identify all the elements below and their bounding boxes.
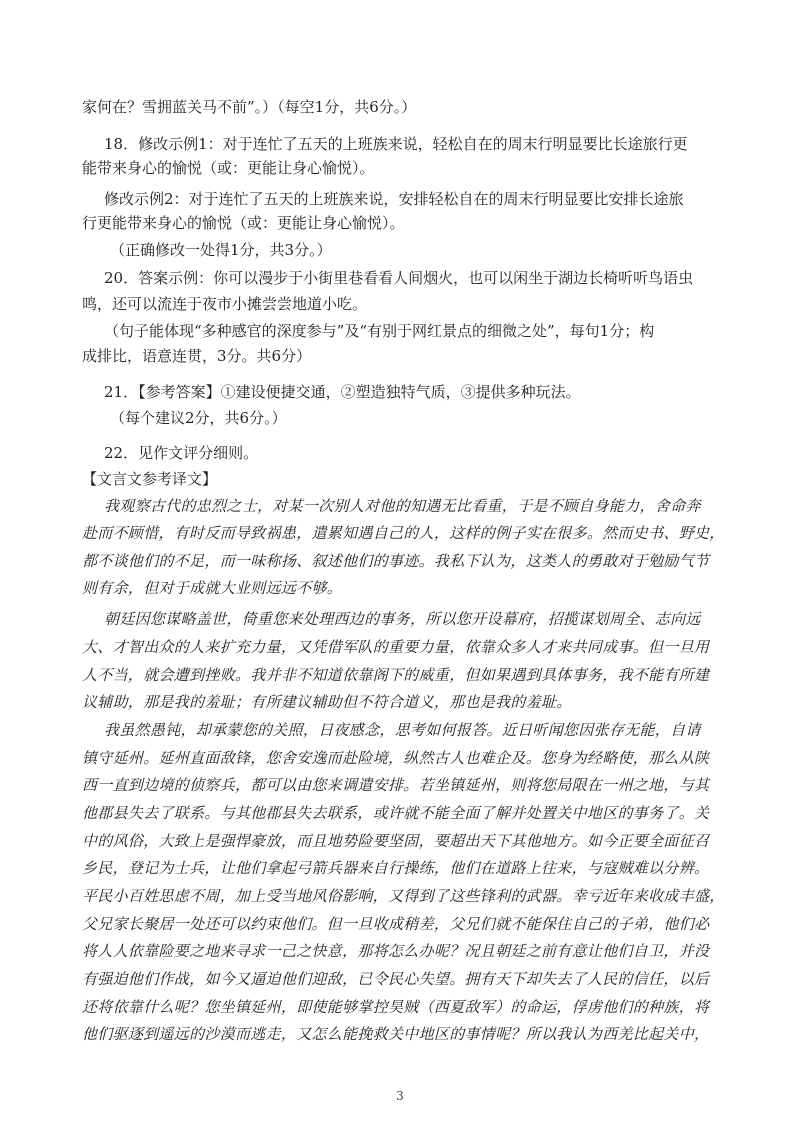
translation-line: 人不当，就会遭到挫败。我并非不知道依靠阁下的威重，但如果遇到具体事务，我不能有所建 <box>82 666 710 684</box>
translation-line: 则有余，但对于成就大业则远远不够。 <box>82 579 343 597</box>
translation-line: 我虽然愚钝，却承蒙您的关照，日夜感念，思考如何报答。近日听闻您因张存无能，自请 <box>104 721 701 739</box>
translation-line: 乡民，登记为士兵，让他们拿起弓箭兵器来自行操练，他们在道路上往来，与寇贼难以分辨。 <box>82 859 710 877</box>
answer-21-line: 21．【参考答案】①建设便捷交通，②塑造独特气质，③提供多种玩法。 <box>104 383 581 401</box>
text-line: 成排比，语意连贯，3分。共6分） <box>82 347 312 365</box>
translation-line: 他们驱逐到遥远的沙漠而逃走，又怎么能挽救关中地区的事情呢？所以我认为西羌比起关中， <box>82 1025 710 1043</box>
translation-line: 有强迫他们作战，如今又逼迫他们迎敌，已令民心失望。拥有天下却失去了人民的信任，以后 <box>82 970 710 988</box>
translation-line: 都不谈他们的不足，而一味称扬、叙述他们的事迹。我私下认为，这类人的勇敢对于勉励气节 <box>82 552 710 570</box>
translation-line: 他郡县失去了联系。与其他郡县失去联系，或许就不能全面了解并处置关中地区的事务了。关 <box>82 804 710 822</box>
translation-line: 大、才智出众的人来扩充力量，又凭借军队的重要力量，依靠众多人才来共同成事。但一旦用 <box>82 638 710 656</box>
translation-line: 镇守延州。延州直面敌锋，您舍安逸而赴险境，纵然古人也难企及。您身为经略使，那么从陕 <box>82 749 710 767</box>
page-number: 3 <box>396 1089 404 1103</box>
scoring-note: （每个建议2分，共6分。） <box>110 409 287 427</box>
answer-22-line: 22．见作文评分细则。 <box>104 444 259 462</box>
translation-line: 朝廷因您谋略盖世，倚重您来处理西边的事务，所以您开设幕府，招揽谋划周全、志向远 <box>104 610 701 628</box>
answer-18-line: 18．修改示例1：对于连忙了五天的上班族来说，轻松自在的周末行明显要比长途旅行更 <box>104 135 688 153</box>
section-heading: 【文言文参考译文】 <box>82 470 218 488</box>
text-line: 修改示例2：对于连忙了五天的上班族来说，安排轻松自在的周末行明显要比安排长途旅 <box>104 190 684 208</box>
text-line: 能带来身心的愉悦（或：更能让身心愉悦）。 <box>82 159 375 177</box>
translation-line: 平民小百姓思虑不周，加上受当地风俗影响，又得到了这些锋利的武器。幸亏近年来收成丰盛， <box>82 887 725 905</box>
answer-20-line: 20．答案示例：你可以漫步于小街里巷看看人间烟火，也可以闲坐于湖边长椅听听鸟语虫 <box>104 269 694 287</box>
translation-line: 将人人依靠险要之地来寻求一己之快意，那将怎么办呢？况且朝廷之前有意让他们自卫，并没 <box>82 942 710 960</box>
scoring-note: （正确修改一处得1分，共3分。） <box>110 241 332 259</box>
translation-line: 赴而不顾惜，有时反而导致祸患，遣累知遇自己的人，这样的例子实在很多。然而史书、野史， <box>82 524 725 542</box>
translation-line: 议辅助，那是我的羞耻；有所建议辅助但不符合道义，那也是我的羞耻。 <box>82 693 572 711</box>
text-line: 鸣，还可以流连于夜市小摊尝尝地道小吃。 <box>82 295 368 313</box>
translation-line: 中的风俗，大致上是强悍豪放，而且地势险要坚固，要超出天下其他地方。如今正要全面征召 <box>82 832 710 850</box>
translation-line: 还将依靠什么呢？您坐镇延州，即使能够掌控昊贼（西夏敌军）的命运，俘虏他们的种族，将 <box>82 998 710 1016</box>
scoring-note: （句子能体现“多种感官的深度参与”及“有别于网红景点的细微之处”，每句1分；构 <box>104 322 655 340</box>
text-line: 行更能带来身心的愉悦（或：更能让身心愉悦）。 <box>82 214 405 232</box>
translation-line: 父兄家长聚居一处还可以约束他们。但一旦收成稍差，父兄们就不能保住自己的子弟，他们必 <box>82 915 710 933</box>
translation-line: 西一直到边境的侦察兵，都可以由您来调遣安排。若坐镇延州，则将您局限在一州之地，与其 <box>82 776 710 794</box>
text-line: 家何在？雪拥蓝关马不前”。）（每空1分，共6分。） <box>82 98 417 116</box>
translation-line: 我观察古代的忠烈之士，对某一次别人对他的知遇无比看重，于是不顾自身能力，舍命奔 <box>104 497 701 515</box>
